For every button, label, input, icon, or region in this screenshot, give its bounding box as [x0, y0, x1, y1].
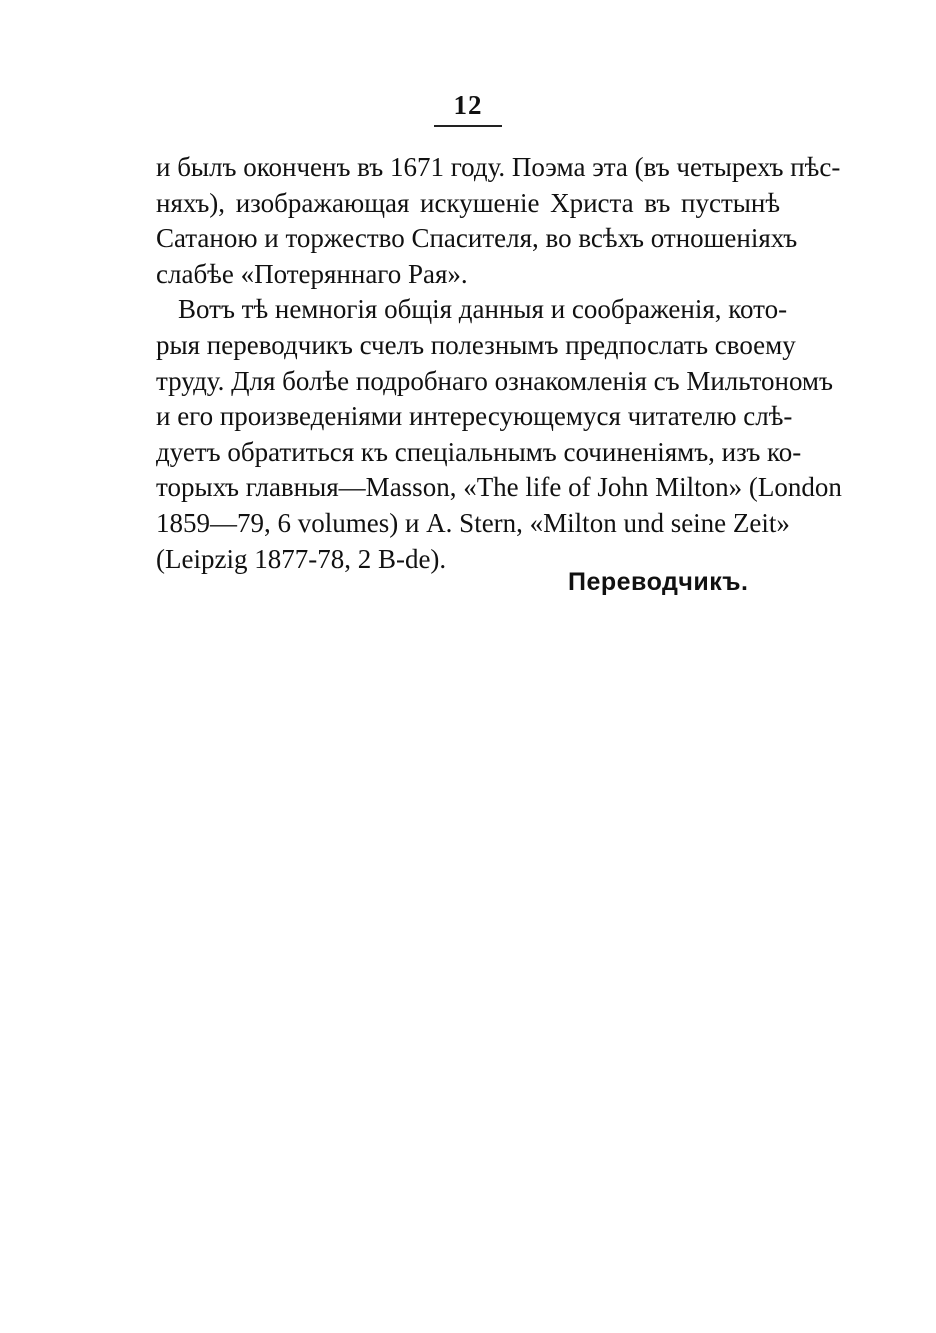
- text-line: рыя переводчикъ счелъ полезнымъ предпослать своему: [156, 329, 796, 360]
- body-text: [156, 150, 842, 577]
- text-line: дуетъ обратиться къ спеціальнымъ сочиненіямъ, изъ ко-: [156, 436, 802, 467]
- paragraph-1: [156, 150, 841, 292]
- text-line: слабѣе «Потеряннаго Рая».: [156, 258, 468, 289]
- paragraph-2: [156, 292, 842, 577]
- text-line: няхъ), изображающая искушеніе Христа въ пустынѣ: [156, 187, 780, 218]
- text-line: Сатаною и торжество Спасителя, во всѣхъ отношеніяхъ: [156, 223, 798, 254]
- translator-signature: Переводчикъ.: [568, 568, 749, 596]
- text-line: Вотъ тѣ немногія общія данныя и соображенія, кото-: [178, 294, 788, 325]
- text-line: труду. Для болѣе подробнаго ознакомленія съ Мильтономъ: [156, 365, 833, 396]
- text-line: и былъ оконченъ въ 1671 году. Поэма эта (въ четырехъ пѣс-: [156, 152, 841, 182]
- text-line: 1859—79, 6 volumes) и A. Stern, «Milton und seine Zeit»: [156, 507, 790, 538]
- page-number-rule: [434, 125, 502, 127]
- text-line: и его произведеніями интересующемуся читателю слѣ-: [156, 401, 793, 432]
- text-line: (Leipzig 1877-78, 2 B-de).: [156, 543, 447, 574]
- page-number: 12: [453, 90, 483, 120]
- text-line: торыхъ главныя—Masson, «The life of John Milton» (London: [156, 472, 842, 503]
